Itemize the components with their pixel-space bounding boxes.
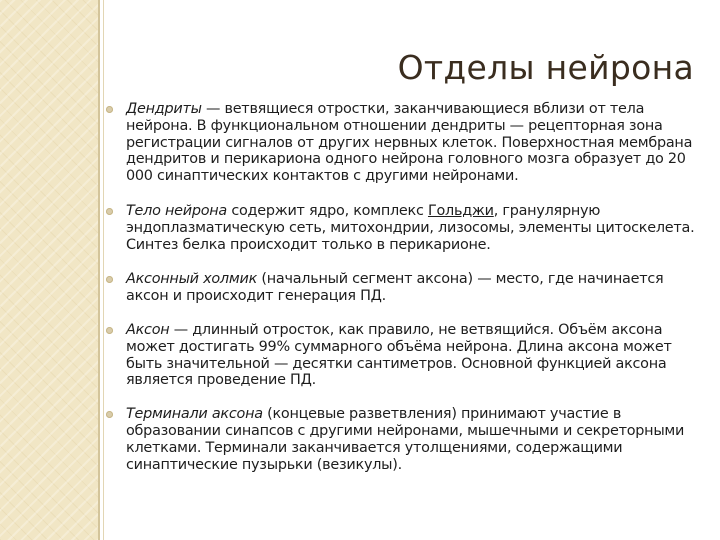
description-axon-terminals: (концевые разветвления) принимают участие в образовании синапсов с другими нейронами, мышечными и секреторными клетками. Терминали заканчивается утолщениями, содержащими синаптические пузырьки (везикулы). [126, 406, 685, 473]
description-neuron-body-part1: содержит ядро, комплекс [227, 202, 428, 219]
link-golgi[interactable]: Гольджи [427, 202, 494, 219]
bullet-item-neuron-body [104, 203, 698, 253]
term-axon: Аксон [126, 321, 170, 338]
description-dendrites: — ветвящиеся отростки, заканчивающиеся вблизи от тела нейрона. В функциональном отношении дендриты — рецепторная зона регистрации сигналов от других нервных клеток. Поверхностная мембрана дендритов и перикариона одного нейрона головного мозга образует до 20 000 синаптических контактов с другими нейронами. [126, 101, 693, 185]
bullet-icon [106, 276, 113, 283]
term-axon-hillock: Аксонный холмик [126, 271, 258, 288]
description-axon-hillock: (начальный сегмент аксона) — место, где начинается аксон и происходит генерация ПД. [126, 271, 664, 305]
term-dendrites: Дендриты [126, 101, 202, 117]
bullet-item-axon-terminals [104, 406, 698, 473]
slide-title: Отделы нейрона [397, 48, 694, 87]
bullet-list [104, 101, 698, 473]
bullet-item-axon [104, 322, 698, 389]
description-axon: — длинный отросток, как правило, не ветвящийся. Объём аксона может достигать 99% суммарного объёма нейрона. Длина аксона может быть значительной — десятки сантиметров. Основной функцией аксона является проведение ПД. [126, 321, 672, 389]
bullet-icon [106, 208, 113, 215]
bullet-icon [106, 106, 113, 113]
term-neuron-body: Тело нейрона [126, 202, 228, 219]
bullet-item-dendrites [104, 101, 698, 185]
decorative-side-band [0, 0, 98, 540]
bullet-icon [106, 327, 113, 334]
bullet-icon [106, 411, 113, 418]
side-band-divider [98, 0, 100, 540]
description-neuron-body-part2: , гранулярную эндоплазматическую сеть, митохондрии, лизосомы, элементы цитоскелета. Синтез белка происходит только в перикарионе. [126, 202, 695, 253]
bullet-item-axon-hillock [104, 271, 698, 305]
term-axon-terminals: Терминали аксона [126, 406, 263, 423]
